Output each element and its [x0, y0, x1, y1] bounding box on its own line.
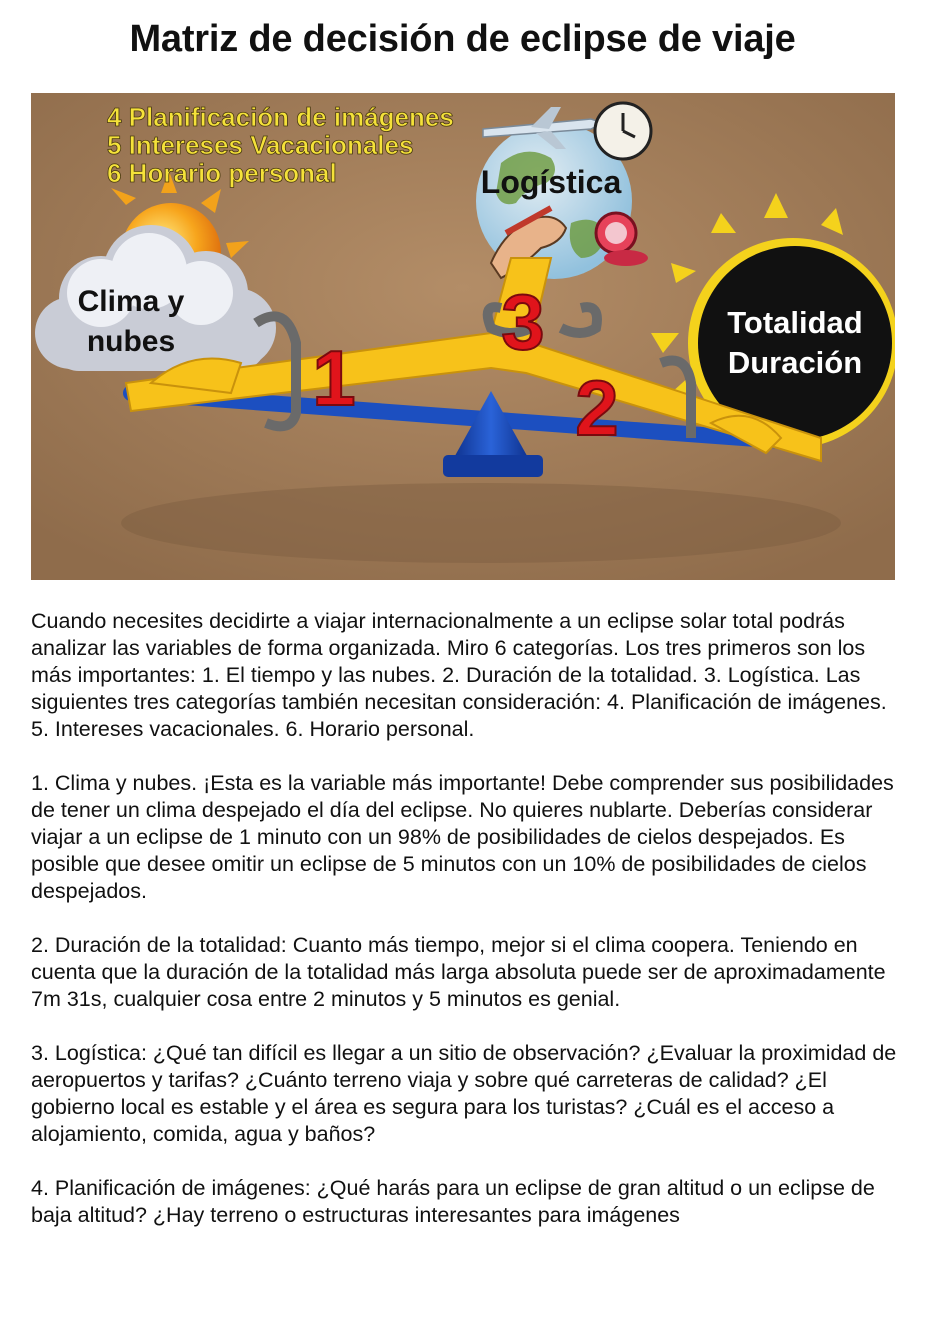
- clock-icon: [595, 103, 651, 159]
- logistics-label: Logística: [480, 164, 622, 200]
- cloud-label-line1: Clima y: [77, 285, 185, 318]
- article-body: [31, 608, 899, 1256]
- ground-shadow: [121, 483, 841, 563]
- rank-number-1: 1: [312, 334, 356, 422]
- intro-paragraph: Cuando necesites decidirte a viajar internacionalmente a un eclipse solar total podrás analizar las variables de forma organizada. Miro 6 categorías. Los tres primeros son los más importantes: 1. El tiempo y las nubes. 2. Duración de la totalidad. 3. Logística. Las siguientes tres categorías también necesitan consideración: 4. Planificación de imágenes. 5. Intereses vacacionales. 6. Horario personal.: [31, 609, 887, 741]
- rank-number-2: 2: [575, 364, 619, 452]
- weather-paragraph: 1. Clima y nubes. ¡Esta es la variable más importante! Debe comprender sus posibilidades de tener un clima despejado el día del eclipse. No quieres nublarte. Deberías considerar viajar a un eclipse de 1 minuto con un 98% de posibilidades de cielos despejados. Es posible que desee omitir un eclipse de 5 minutos con un 10% de posibilidades de cielos despejados.: [31, 771, 894, 903]
- cloud-label-line2: nubes: [86, 325, 176, 358]
- imaging-paragraph: 4. Planificación de imágenes: ¿Qué harás para un eclipse de gran altitud o un eclipse de baja altitud? ¿Hay terreno o estructuras interesantes para imágenes: [31, 1176, 875, 1227]
- top-list-item-5: 5 Intereses Vacacionales: [107, 130, 414, 160]
- seesaw-illustration: [31, 93, 895, 580]
- page-title: Matriz de decisión de eclipse de viaje: [129, 18, 796, 60]
- rank-number-3: 3: [501, 278, 545, 366]
- logistics-paragraph: 3. Logística: ¿Qué tan difícil es llegar a un sitio de observación? ¿Evaluar la proximidad de aeropuertos y tarifas? ¿Cuánto terreno viaja y sobre qué carreteras de calidad? ¿El gobierno local es estable y el área es segura para los turistas? ¿Cuál es el acceso a alojamiento, comida, agua y baños?: [31, 1041, 897, 1146]
- totality-label-line1: Totalidad: [727, 305, 863, 340]
- totality-paragraph: 2. Duración de la totalidad: Cuanto más tiempo, mejor si el clima coopera. Teniendo en cuenta que la duración de la totalidad más larga absoluta puede ser de aproximadamente 7m 31s, cualquier cosa entre 2 minutos y 5 minutos es genial.: [31, 933, 886, 1011]
- top-list-item-4: 4 Planificación de imágenes: [107, 102, 454, 132]
- top-list-item-6: 6 Horario personal: [107, 158, 337, 188]
- seesaw-graphic: [31, 93, 895, 580]
- totality-label-line2: Duración: [727, 345, 863, 380]
